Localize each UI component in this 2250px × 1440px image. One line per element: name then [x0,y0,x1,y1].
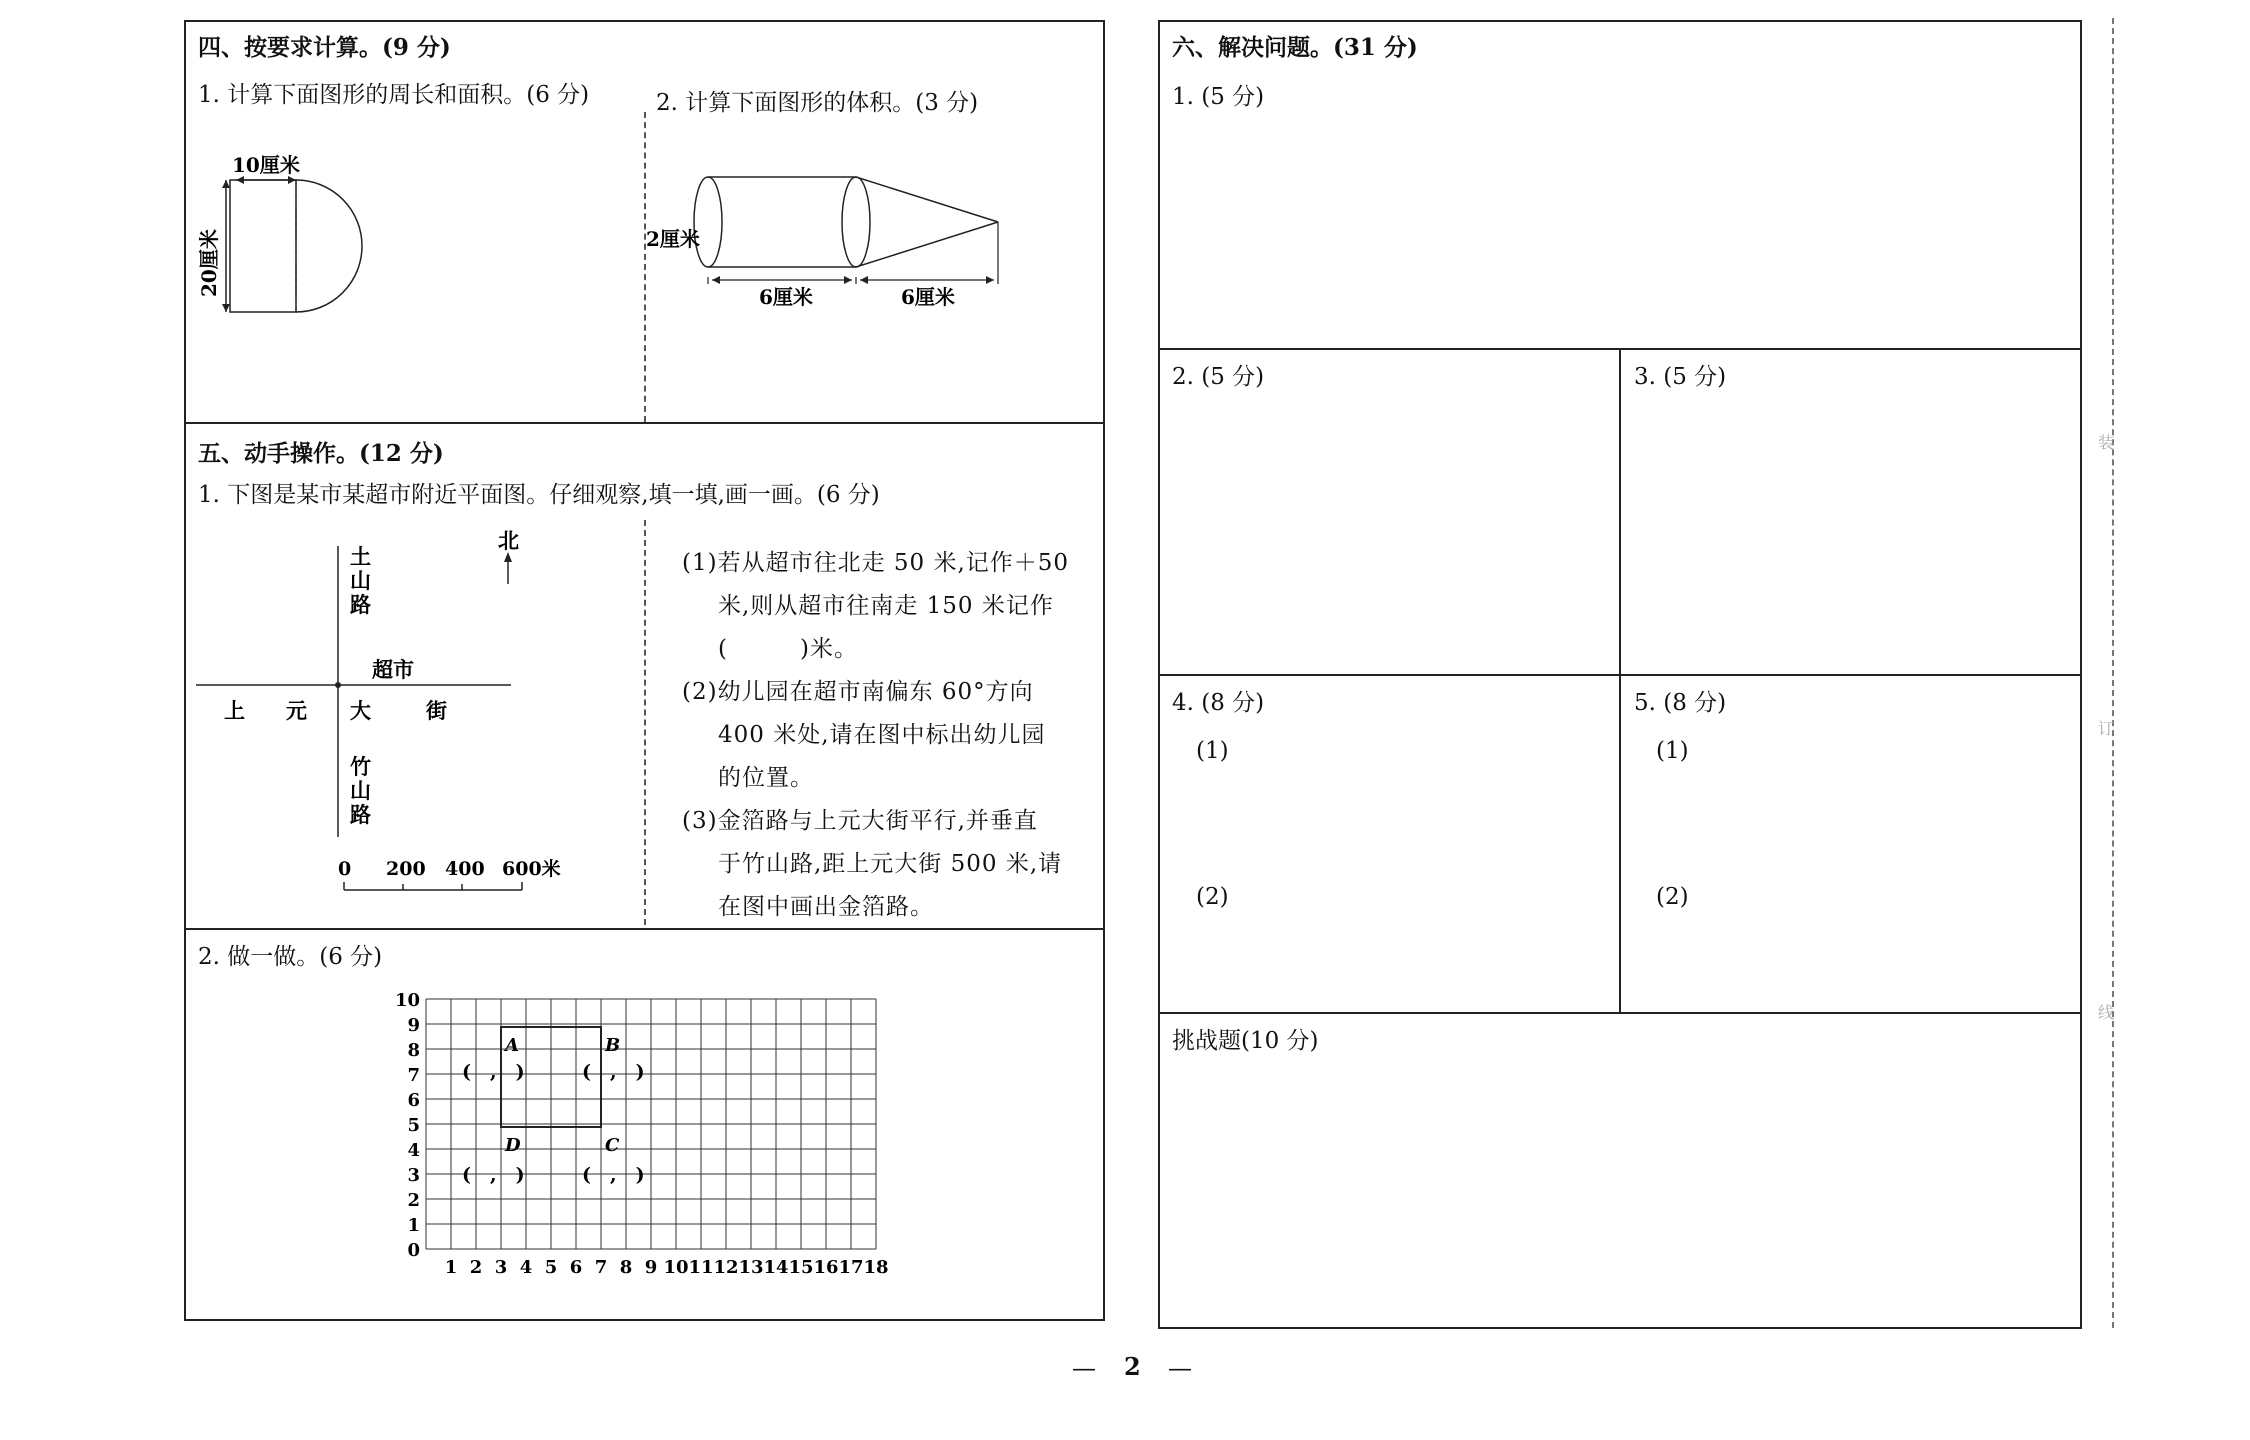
x-tick-label: 15 [788,1257,814,1278]
y-tick-label: 7 [407,1065,420,1086]
x-tick-label: 11 [688,1257,714,1278]
dashed-divider-s5 [644,520,646,925]
diameter-label: 2厘米 [646,227,700,251]
divider-col-1 [1619,348,1621,1012]
y-axis-labels [395,990,420,1261]
cylinder-cone-figure [646,142,1066,342]
rect-semicircle-figure [186,122,626,362]
r-q5-sub1: (1) [1656,738,1689,764]
page-dash-left: — [1072,1354,1096,1382]
width-label: 10厘米 [232,153,300,177]
s5-q1-text: 1. 下图是某市某超市附近平面图。仔细观察,填一填,画一画。(6 分) [198,482,880,508]
scale-0: 0 [338,858,352,880]
x-tick-label: 8 [619,1257,633,1278]
x-tick-label: 1 [444,1257,458,1278]
road-bottom-1: 竹 [350,754,371,779]
left-panel [184,20,1105,1321]
x-axis-labels [445,1257,889,1278]
supermarket-label: 超市 [372,657,414,682]
point-a-blank[interactable]: ( , ) [462,1061,525,1083]
r-q5: 5. (8 分) [1634,690,1727,716]
r-q4-sub1: (1) [1196,738,1229,764]
page-dash-right: — [1168,1354,1192,1382]
x-tick-label: 12 [713,1257,739,1278]
y-tick-label: 6 [407,1090,420,1111]
supermarket-map [186,522,642,922]
r-challenge: 挑战题(10 分) [1172,1028,1319,1054]
s5-item-line-4: (2)幼儿园在超市南偏东 60°方向 [682,679,1034,705]
point-d-blank[interactable]: ( , ) [462,1164,525,1186]
x-tick-label: 5 [544,1257,558,1278]
r-q5-sub2: (2) [1656,884,1689,910]
x-tick-label: 6 [569,1257,583,1278]
s5-item-line-8: 于竹山路,距上元大街 500 米,请 [718,851,1063,877]
y-tick-label: 1 [407,1215,420,1236]
r-q4: 4. (8 分) [1172,690,1265,716]
r-q2: 2. (5 分) [1172,364,1265,390]
x-tick-label: 17 [838,1257,864,1278]
divider-s4-s5 [186,422,1103,424]
s5-item-line-1: (1)若从超市往北走 50 米,记作＋50 [682,550,1070,576]
coordinate-grid [386,984,906,1314]
s4-q1-text: 1. 计算下面图形的周长和面积。(6 分) [198,82,590,108]
x-tick-label: 4 [519,1257,533,1278]
y-tick-label: 2 [407,1190,420,1211]
height-label: 20厘米 [197,229,221,297]
y-tick-label: 10 [394,990,420,1011]
y-tick-label: 9 [407,1015,420,1036]
divider-q4q5 [1160,1012,2080,1014]
r-q4-sub2: (2) [1196,884,1229,910]
road-bottom-3: 路 [350,802,371,827]
point-b-label: B [605,1035,621,1056]
x-tick-label: 3 [494,1257,508,1278]
s5-item-line-2: 米,则从超市往南走 150 米记作 [718,593,1054,619]
street-char-2: 元 [286,698,307,723]
road-bottom-2: 山 [350,778,371,803]
binding-dashed-line [2112,18,2114,1328]
road-top-3: 路 [350,592,371,617]
y-tick-label: 0 [407,1240,420,1261]
s5-item-line-9: 在图中画出金箔路。 [718,894,934,920]
scale-400: 400 [445,858,485,880]
s5-item-line-5: 400 米处,请在图中标出幼儿园 [718,722,1046,748]
s5-item-line-7: (3)金箔路与上元大街平行,并垂直 [682,808,1038,834]
r-q1: 1. (5 分) [1172,84,1265,110]
north-label: 北 [498,528,519,553]
x-tick-label: 9 [644,1257,658,1278]
y-tick-label: 4 [407,1140,420,1161]
section4-title: 四、按要求计算。(9 分) [198,34,451,61]
cylinder-length-label: 6厘米 [759,285,813,309]
street-char-1: 上 [224,698,245,723]
street-char-3: 大 [350,698,371,723]
x-tick-label: 7 [594,1257,608,1278]
point-d-label: D [505,1135,521,1156]
street-char-4: 街 [426,698,447,723]
y-tick-label: 8 [407,1040,420,1061]
section5-title: 五、动手操作。(12 分) [198,440,444,467]
r-q3: 3. (5 分) [1634,364,1727,390]
y-tick-label: 5 [407,1115,420,1136]
road-top-1: 土 [350,544,371,569]
x-tick-label: 14 [763,1257,789,1278]
point-b-blank[interactable]: ( , ) [582,1061,645,1083]
grid-lines [426,999,876,1249]
binding-char-zhuang: 装 [2098,433,2115,452]
x-tick-label: 10 [663,1257,689,1278]
x-tick-label: 16 [813,1257,839,1278]
point-c-blank[interactable]: ( , ) [582,1164,645,1186]
page-number: 2 [1124,1352,1141,1381]
section6-title: 六、解决问题。(31 分) [1172,34,1418,61]
x-tick-label: 2 [469,1257,483,1278]
scale-200: 200 [386,858,426,880]
point-a-label: A [505,1035,519,1056]
s4-q2-text: 2. 计算下面图形的体积。(3 分) [656,90,979,116]
s5-q2-text: 2. 做一做。(6 分) [198,944,383,970]
s5-item-line-6: 的位置。 [718,765,814,791]
road-top-2: 山 [350,568,371,593]
right-panel [1158,20,2082,1329]
binding-char-ding: 订 [2098,719,2115,738]
s5-item-line-3: ( )米。 [718,636,858,662]
cone-length-label: 6厘米 [901,285,955,309]
scale-600: 600米 [502,858,561,880]
point-c-label: C [605,1135,620,1156]
x-tick-label: 13 [738,1257,764,1278]
x-tick-label: 18 [863,1257,889,1278]
binding-char-xian: 线 [2098,1003,2115,1022]
y-tick-label: 3 [407,1165,420,1186]
divider-s5-q2 [186,928,1103,930]
